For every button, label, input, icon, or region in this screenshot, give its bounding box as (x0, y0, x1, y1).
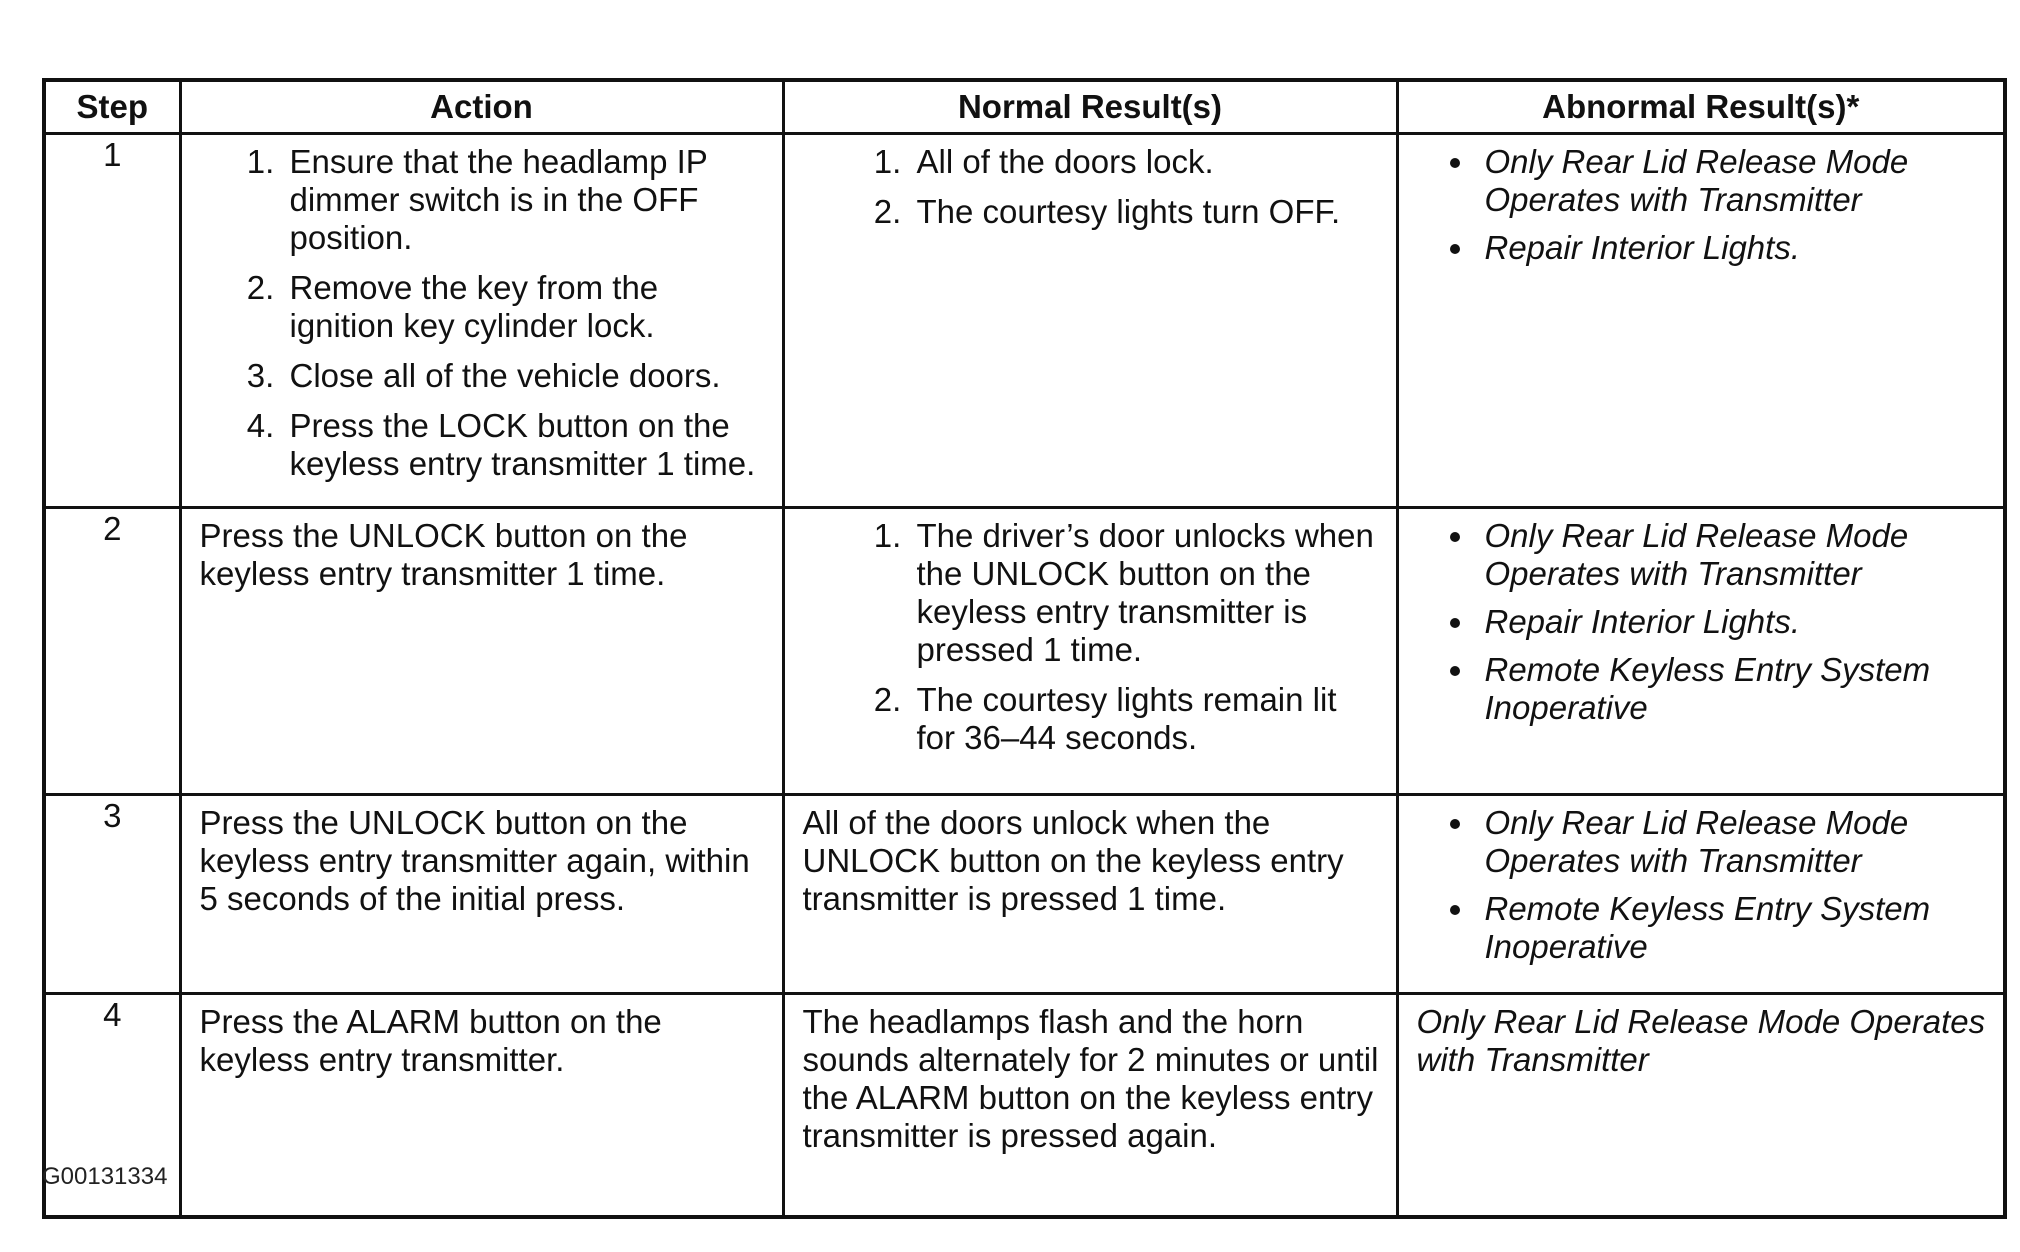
table-row (44, 508, 2005, 795)
list-item: 1. The driver’s door unlocks when the UNLOCK button on the keyless entry transmitter is pressed 1 time. (911, 517, 1382, 669)
table-row (44, 795, 2005, 994)
list-item: 4. Press the LOCK button on the keyless entry transmitter 1 time. (284, 407, 768, 483)
header-abnormal-results: Abnormal Result(s)* (1397, 80, 2005, 134)
normal-result-cell (783, 134, 1397, 508)
action-cell: Press the UNLOCK button on the keyless entry transmitter again, within 5 seconds of the initial press. (180, 795, 783, 994)
diagnostic-sheet (42, 78, 2003, 1219)
abnormal-result-cell (1397, 508, 2005, 795)
normal-result-cell: The headlamps flash and the horn sounds alternately for 2 minutes or until the ALARM button on the keyless entry transmitter is pressed again. (783, 994, 1397, 1218)
diagnostic-table (42, 78, 2007, 1219)
header-step: Step (44, 80, 180, 134)
list-item: • Remote Keyless Entry System Inoperative (1477, 651, 1990, 727)
table-row (44, 994, 2005, 1218)
list-item: 1. All of the doors lock. (911, 143, 1382, 181)
normal-result-cell (783, 508, 1397, 795)
action-cell (180, 134, 783, 508)
abnormal-result-cell (1397, 795, 2005, 994)
action-cell: Press the UNLOCK button on the keyless entry transmitter 1 time. (180, 508, 783, 795)
list-item: • Repair Interior Lights. (1477, 603, 1990, 641)
figure-id: G00131334 (42, 1163, 168, 1190)
header-normal-results: Normal Result(s) (783, 80, 1397, 134)
list-item: • Only Rear Lid Release Mode Operates with Transmitter (1477, 517, 1990, 593)
list-item: 1. Ensure that the headlamp IP dimmer switch is in the OFF position. (284, 143, 768, 257)
list-item: 2. Remove the key from the ignition key cylinder lock. (284, 269, 768, 345)
abnormal-result-cell (1397, 134, 2005, 508)
list-item: 2. The courtesy lights turn OFF. (911, 193, 1382, 231)
action-cell: Press the ALARM button on the keyless entry transmitter. (180, 994, 783, 1218)
header-action: Action (180, 80, 783, 134)
step-number: 4 (44, 994, 180, 1218)
list-item: • Remote Keyless Entry System Inoperative (1477, 890, 1990, 966)
step-number: 2 (44, 508, 180, 795)
step-number: 1 (44, 134, 180, 508)
list-item: 3. Close all of the vehicle doors. (284, 357, 768, 395)
list-item: • Only Rear Lid Release Mode Operates with Transmitter (1477, 804, 1990, 880)
table-header-row (44, 80, 2005, 134)
list-item: • Only Rear Lid Release Mode Operates with Transmitter (1477, 143, 1990, 219)
step-number: 3 (44, 795, 180, 994)
abnormal-result-cell: Only Rear Lid Release Mode Operates with Transmitter (1397, 994, 2005, 1218)
normal-result-cell: All of the doors unlock when the UNLOCK button on the keyless entry transmitter is pressed 1 time. (783, 795, 1397, 994)
table-row (44, 134, 2005, 508)
list-item: 2. The courtesy lights remain lit for 36–44 seconds. (911, 681, 1382, 757)
list-item: • Repair Interior Lights. (1477, 229, 1990, 267)
